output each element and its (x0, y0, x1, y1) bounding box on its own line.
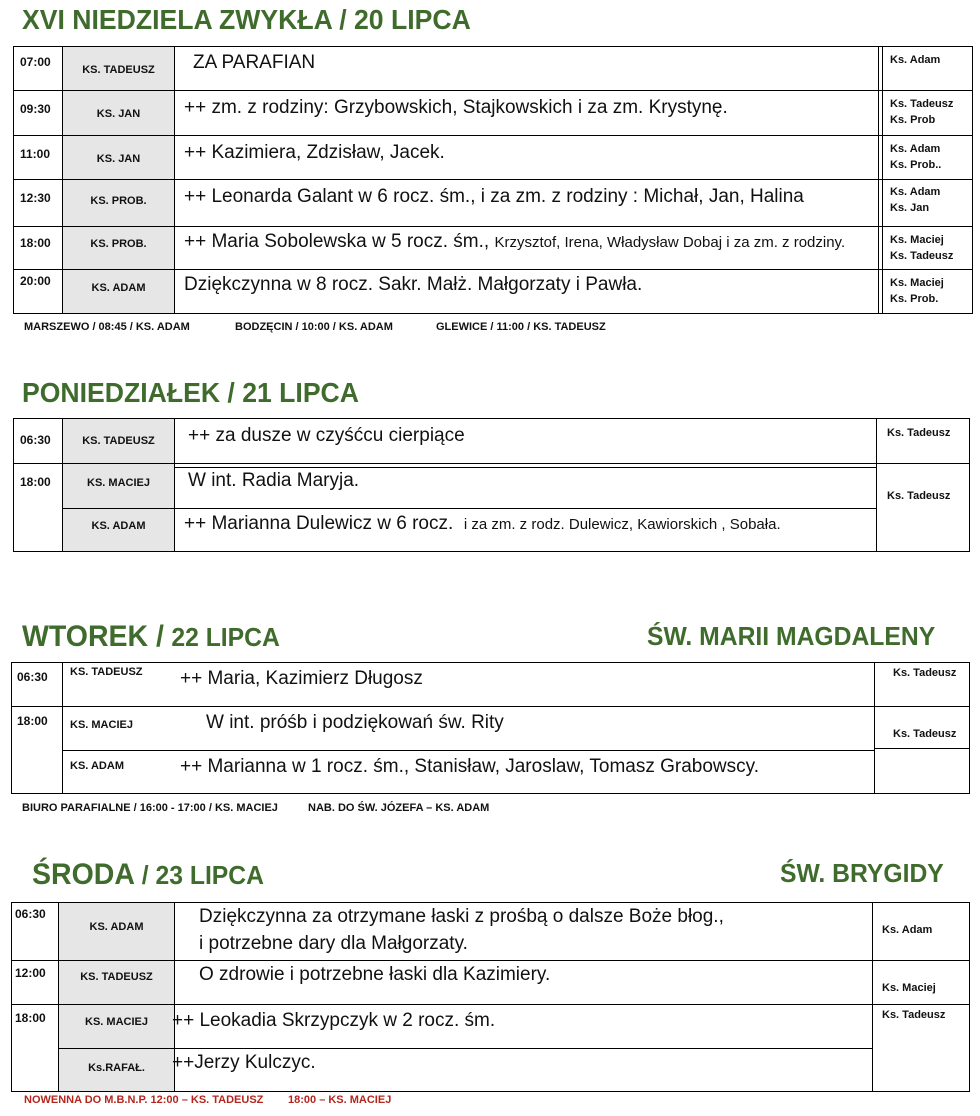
assistant-priest: Ks. Prob.. (890, 159, 942, 171)
wednesday-feast: ŚW. BRYGIDY (780, 858, 944, 888)
wednesday-title: ŚRODA / 23 LIPCA (32, 858, 264, 891)
mass-time: 11:00 (20, 147, 51, 161)
mass-intention: W int. Radia Maryja. (188, 470, 360, 491)
outstation-mass: MARSZEWO / 08:45 / KS. ADAM (24, 321, 190, 333)
assistant-priest: Ks. Adam (890, 186, 941, 198)
celebrant: KS. MACIEJ (70, 719, 133, 731)
celebrant: KS. ADAM (91, 282, 146, 294)
mass-time: 18:00 (15, 1011, 46, 1025)
mass-time: 09:30 (20, 102, 51, 116)
mass-time: 12:30 (20, 191, 51, 205)
celebrant: KS. ADAM (70, 760, 124, 772)
mass-intention: ++ Kazimiera, Zdzisław, Jacek. (184, 142, 445, 163)
assistant-priest: Ks. Maciej (890, 277, 944, 289)
mass-time: 06:30 (17, 670, 48, 684)
celebrant: KS. PROB. (90, 238, 147, 250)
celebrant: KS. PROB. (90, 195, 147, 207)
mass-time: 18:00 (17, 714, 48, 728)
assistant-priest: Ks. Prob (890, 114, 936, 126)
mass-intention: ++ Maria, Kazimierz Długosz (180, 668, 423, 689)
mass-intention: ++ Leokadia Skrzypczyk w 2 rocz. śm. (172, 1010, 496, 1031)
mass-intention: ZA PARAFIAN (193, 52, 316, 73)
assistant-priest: Ks. Tadeusz (893, 728, 957, 740)
assistant-priest: Ks. Jan (890, 202, 930, 214)
assistant-priest: Ks. Prob. (890, 293, 939, 305)
outstation-mass: GLEWICE / 11:00 / KS. TADEUSZ (436, 321, 606, 333)
mass-intention: ++ Marianna w 1 rocz. śm., Stanisław, Jaroslaw, Tomasz Grabowscy. (180, 756, 760, 777)
mass-time: 06:30 (20, 433, 51, 447)
assistant-priest: Ks. Tadeusz (890, 250, 954, 262)
mass-time: 20:00 (20, 274, 51, 288)
celebrant: KS. JAN (96, 153, 141, 165)
mass-time: 07:00 (20, 55, 51, 69)
mass-intention: ++ zm. z rodziny: Grzybowskich, Stajkowskich i za zm. Krystynę. (184, 97, 728, 118)
mass-intention: ++Jerzy Kulczyc. (172, 1052, 316, 1073)
assistant-priest: Ks. Tadeusz (882, 1009, 946, 1021)
mass-intention: ++ za dusze w czyśćcu cierpiące (188, 425, 465, 446)
celebrant: KS. TADEUSZ (80, 971, 153, 983)
sunday-title: XVI NIEDZIELA ZWYKŁA / 20 LIPCA (22, 4, 471, 35)
celebrant: KS. ADAM (89, 921, 144, 933)
mass-intention: O zdrowie i potrzebne łaski dla Kazimiery. (199, 964, 551, 985)
novena-note: 18:00 – KS. MACIEJ (288, 1094, 392, 1106)
assistant-priest: Ks. Maciej (890, 234, 944, 246)
mass-intention-line2: i potrzebne dary dla Małgorzaty. (199, 933, 468, 954)
celebrant: Ks.RAFAŁ. (88, 1062, 145, 1074)
mass-intention: ++ Maria Sobolewska w 5 rocz. śm., Krzysztof, Irena, Władysław Dobaj i za zm. z rodziny. (184, 231, 846, 252)
assistant-priest: Ks. Tadeusz (893, 667, 957, 679)
outstation-mass: BODZĘCIN / 10:00 / KS. ADAM (235, 321, 393, 333)
celebrant: KS. TADEUSZ (70, 666, 143, 678)
celebrant: KS. MACIEJ (85, 1016, 148, 1028)
assistant-priest: Ks. Adam (890, 143, 941, 155)
assistant-priest: Ks. Adam (890, 54, 941, 66)
mass-time: 18:00 (20, 236, 51, 250)
assistant-priest: Ks. Tadeusz (887, 427, 951, 439)
office-hours: BIURO PARAFIALNE / 16:00 - 17:00 / KS. MACIEJ (22, 802, 278, 814)
celebrant: KS. ADAM (91, 520, 146, 532)
mass-time: 06:30 (15, 907, 46, 921)
celebrant: KS. TADEUSZ (82, 64, 155, 76)
mass-intention: Dziękczynna za otrzymane łaski z prośbą o dalsze Boże błog., (199, 906, 724, 927)
mass-intention: Dziękczynna w 8 rocz. Sakr. Małż. Małgorzaty i Pawła. (184, 274, 643, 295)
mass-intention: W int. próśb i podziękowań św. Rity (206, 712, 504, 733)
tuesday-feast: ŚW. MARII MAGDALENY (647, 621, 936, 651)
celebrant: KS. TADEUSZ (82, 435, 155, 447)
celebrant: KS. JAN (96, 108, 141, 120)
assistant-priest: Ks. Adam (882, 924, 933, 936)
assistant-priest: Ks. Tadeusz (887, 490, 951, 502)
mass-intention: ++ Leonarda Galant w 6 rocz. śm., i za zm. z rodziny : Michał, Jan, Halina (184, 186, 804, 207)
monday-title: PONIEDZIAŁEK / 21 LIPCA (22, 377, 359, 408)
devotion-note: NAB. DO ŚW. JÓZEFA – KS. ADAM (308, 802, 490, 814)
tuesday-title: WTOREK / 22 LIPCA (22, 620, 280, 653)
mass-intention: ++ Marianna Dulewicz w 6 rocz. i za zm. z rodz. Dulewicz, Kawiorskich , Sobała. (184, 513, 781, 534)
novena-note: NOWENNA DO M.B.N.P. 12:00 – KS. TADEUSZ (24, 1094, 264, 1106)
assistant-priest: Ks. Maciej (882, 982, 936, 994)
assistant-priest: Ks. Tadeusz (890, 98, 954, 110)
celebrant: KS. MACIEJ (87, 477, 150, 489)
mass-time: 18:00 (20, 475, 51, 489)
mass-time: 12:00 (15, 966, 46, 980)
